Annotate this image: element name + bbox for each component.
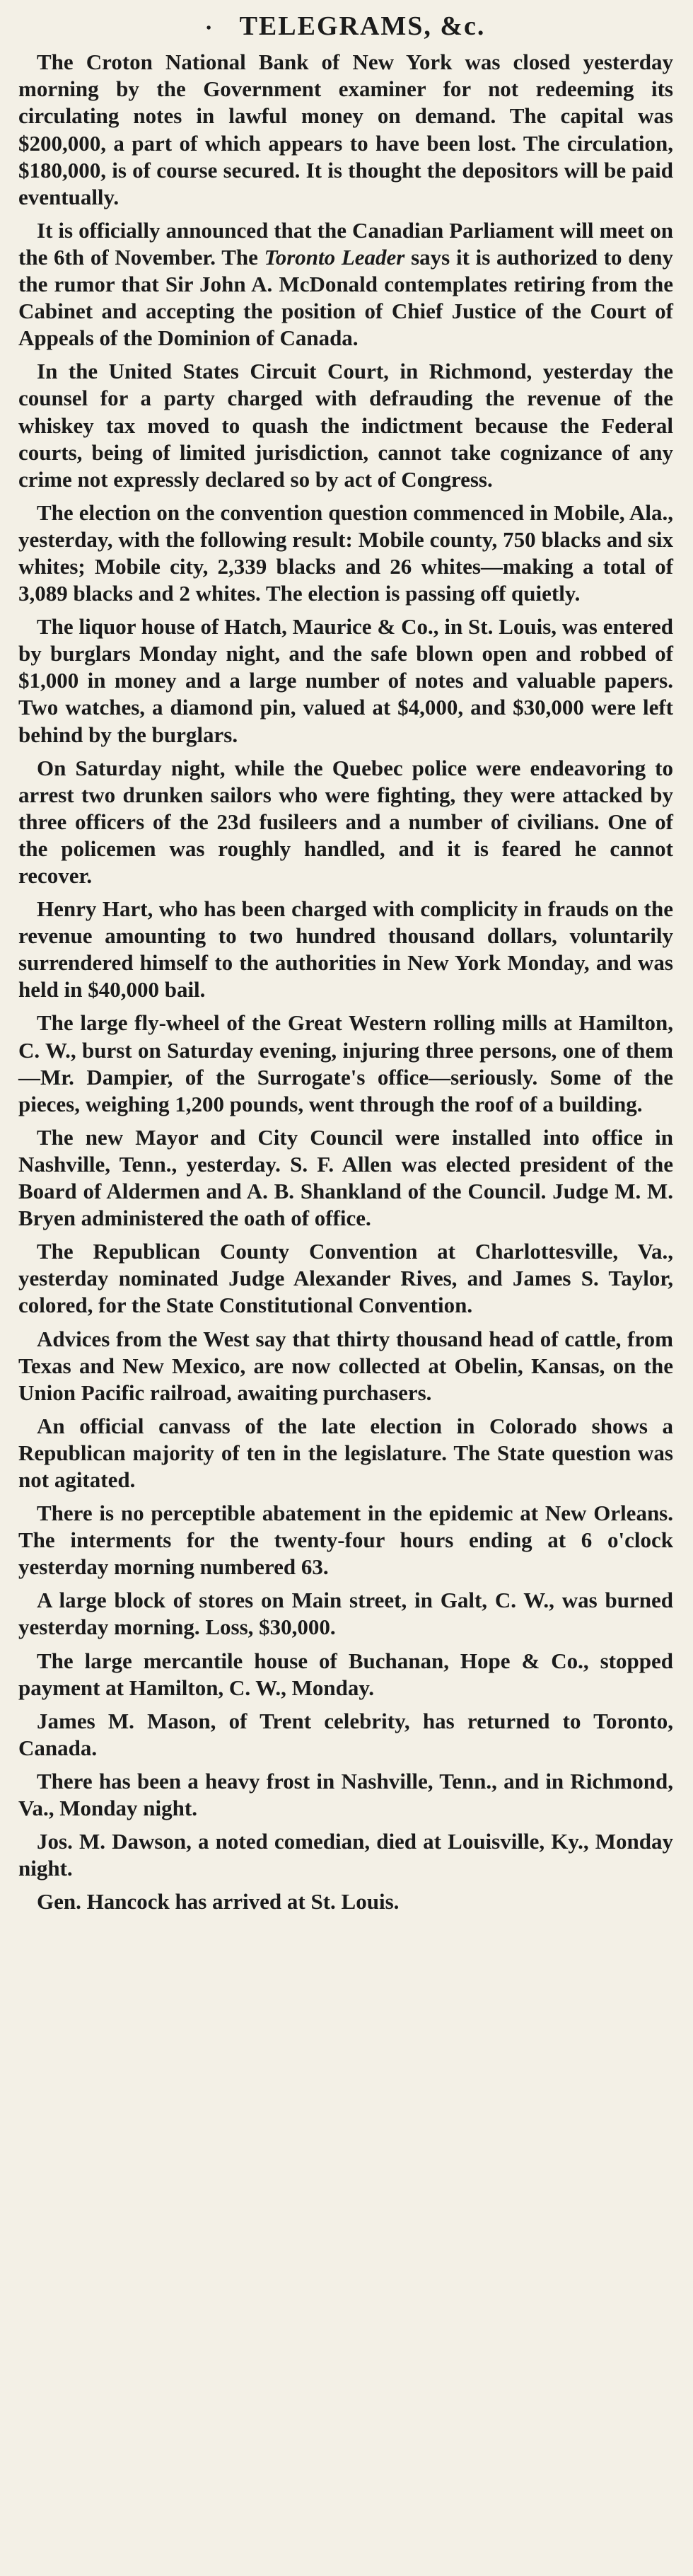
news-item-charlottesville-convention: The Republican County Convention at Charlottesville, Va., yesterday nominated Judge Alexander Rives, and James S. Taylor, colored, for the State Constitutional Convention. xyxy=(18,1239,673,1318)
news-item-canadian-parliament xyxy=(18,217,673,352)
telegrams-article xyxy=(18,10,673,1922)
item-text-rest: says it is authorized to deny the rumor that Sir John A. McDonald contemplates retiring from the Cabinet and accepting the position of Chief Justice of the Court of Appeals of the Dominion of Canada. xyxy=(18,244,673,351)
news-item-henry-hart: Henry Hart, who has been charged with complicity in frauds on the revenue amounting to two hundred thousand dollars, voluntarily surrendered himself to the authorities in New York Monday, and was held in $40,000 bail. xyxy=(18,896,673,1003)
news-item-dawson: Jos. M. Dawson, a noted comedian, died at Louisville, Ky., Monday night. xyxy=(18,1829,673,1881)
news-item-buchanan-hope: The large mercantile house of Buchanan, Hope & Co., stopped payment at Hamilton, C. W., Monday. xyxy=(18,1648,673,1700)
news-item-frost: There has been a heavy frost in Nashville, Tenn., and in Richmond, Va., Monday night. xyxy=(18,1768,673,1820)
news-item-richmond-court: In the United States Circuit Court, in Richmond, yesterday the counsel for a party charged with defrauding the revenue of the whiskey tax moved to quash the indictment because the Federal courts, being of limited jurisdiction, cannot take cognizance of any crime not expressly declared so by act of Congress. xyxy=(18,359,673,492)
news-item-mobile-election: The election on the convention question commenced in Mobile, Ala., yesterday, with the following result: Mobile county, 750 blacks and six whites; Mobile city, 2,339 blacks and 26 whites—making a total of 3,089 blacks and 2 whites. The election is passing off quietly. xyxy=(18,499,673,606)
news-item-new-orleans-epidemic: There is no perceptible abatement in the epidemic at New Orleans. The interments for the twenty-four hours ending at 6 o'clock yesterday morning numbered 63. xyxy=(18,1501,673,1580)
heading-title: TELEGRAMS, &c. xyxy=(239,11,486,41)
news-item-colorado-election: An official canvass of the late election in Colorado shows a Republican majority of ten in the legislature. The State question was not agitated. xyxy=(18,1413,673,1492)
news-item-galt-fire: A large block of stores on Main street, in Galt, C. W., was burned yesterday morning. Loss, $30,000. xyxy=(18,1588,673,1640)
news-item-hamilton-flywheel: The large fly-wheel of the Great Western rolling mills at Hamilton, C. W., burst on Saturday evening, injuring three persons, one of them—Mr. Dampier, of the Surrogate's office—seriously. Some of the pieces, weighing 1,200 pounds, went through the roof of a building. xyxy=(18,1010,673,1116)
heading-bullet: • xyxy=(206,21,213,37)
news-item-hancock: Gen. Hancock has arrived at St. Louis. xyxy=(37,1889,400,1914)
news-item-cattle: Advices from the West say that thirty thousand head of cattle, from Texas and New Mexico, are now collected at Obelin, Kansas, on the Union Pacific railroad, awaiting purchasers. xyxy=(18,1326,673,1405)
news-item-st-louis-burglary: The liquor house of Hatch, Maurice & Co., in St. Louis, was entered by burglars Monday night, and the safe blown open and robbed of $1,000 in money and a large number of notes and valuable papers. Two watches, a diamond pin, valued at $4,000, and $30,000 were left behind by the burglars. xyxy=(18,614,673,747)
newspaper-name: Toronto Leader xyxy=(264,244,405,270)
news-item-nashville-council: The new Mayor and City Council were installed into office in Nashville, Tenn., yesterday. S. F. Allen was elected president of the Board of Aldermen and A. B. Shankland of the Council. Judge M. M. Bryen administered the oath of office. xyxy=(18,1124,673,1231)
article-heading xyxy=(18,10,673,45)
item-text-lead: It is officially announced that the Canadian Parliament will meet on the 6th of November. The xyxy=(18,217,673,270)
news-item-james-mason: James M. Mason, of Trent celebrity, has returned to Toronto, Canada. xyxy=(18,1708,673,1760)
news-item-quebec-police: On Saturday night, while the Quebec police were endeavoring to arrest two drunken sailors who were fighting, they were attacked by three officers of the 23d fusileers and a number of civilians. One of the policemen was roughly handled, and it is feared he cannot recover. xyxy=(18,755,673,888)
news-item-croton-bank: The Croton National Bank of New York was closed yesterday morning by the Government examiner for not redeeming its circulating notes in lawful money on demand. The capital was $200,000, a part of which appears to have been lost. The circulation, $180,000, is of course secured. It is thought the depositors will be paid eventually. xyxy=(18,50,673,209)
